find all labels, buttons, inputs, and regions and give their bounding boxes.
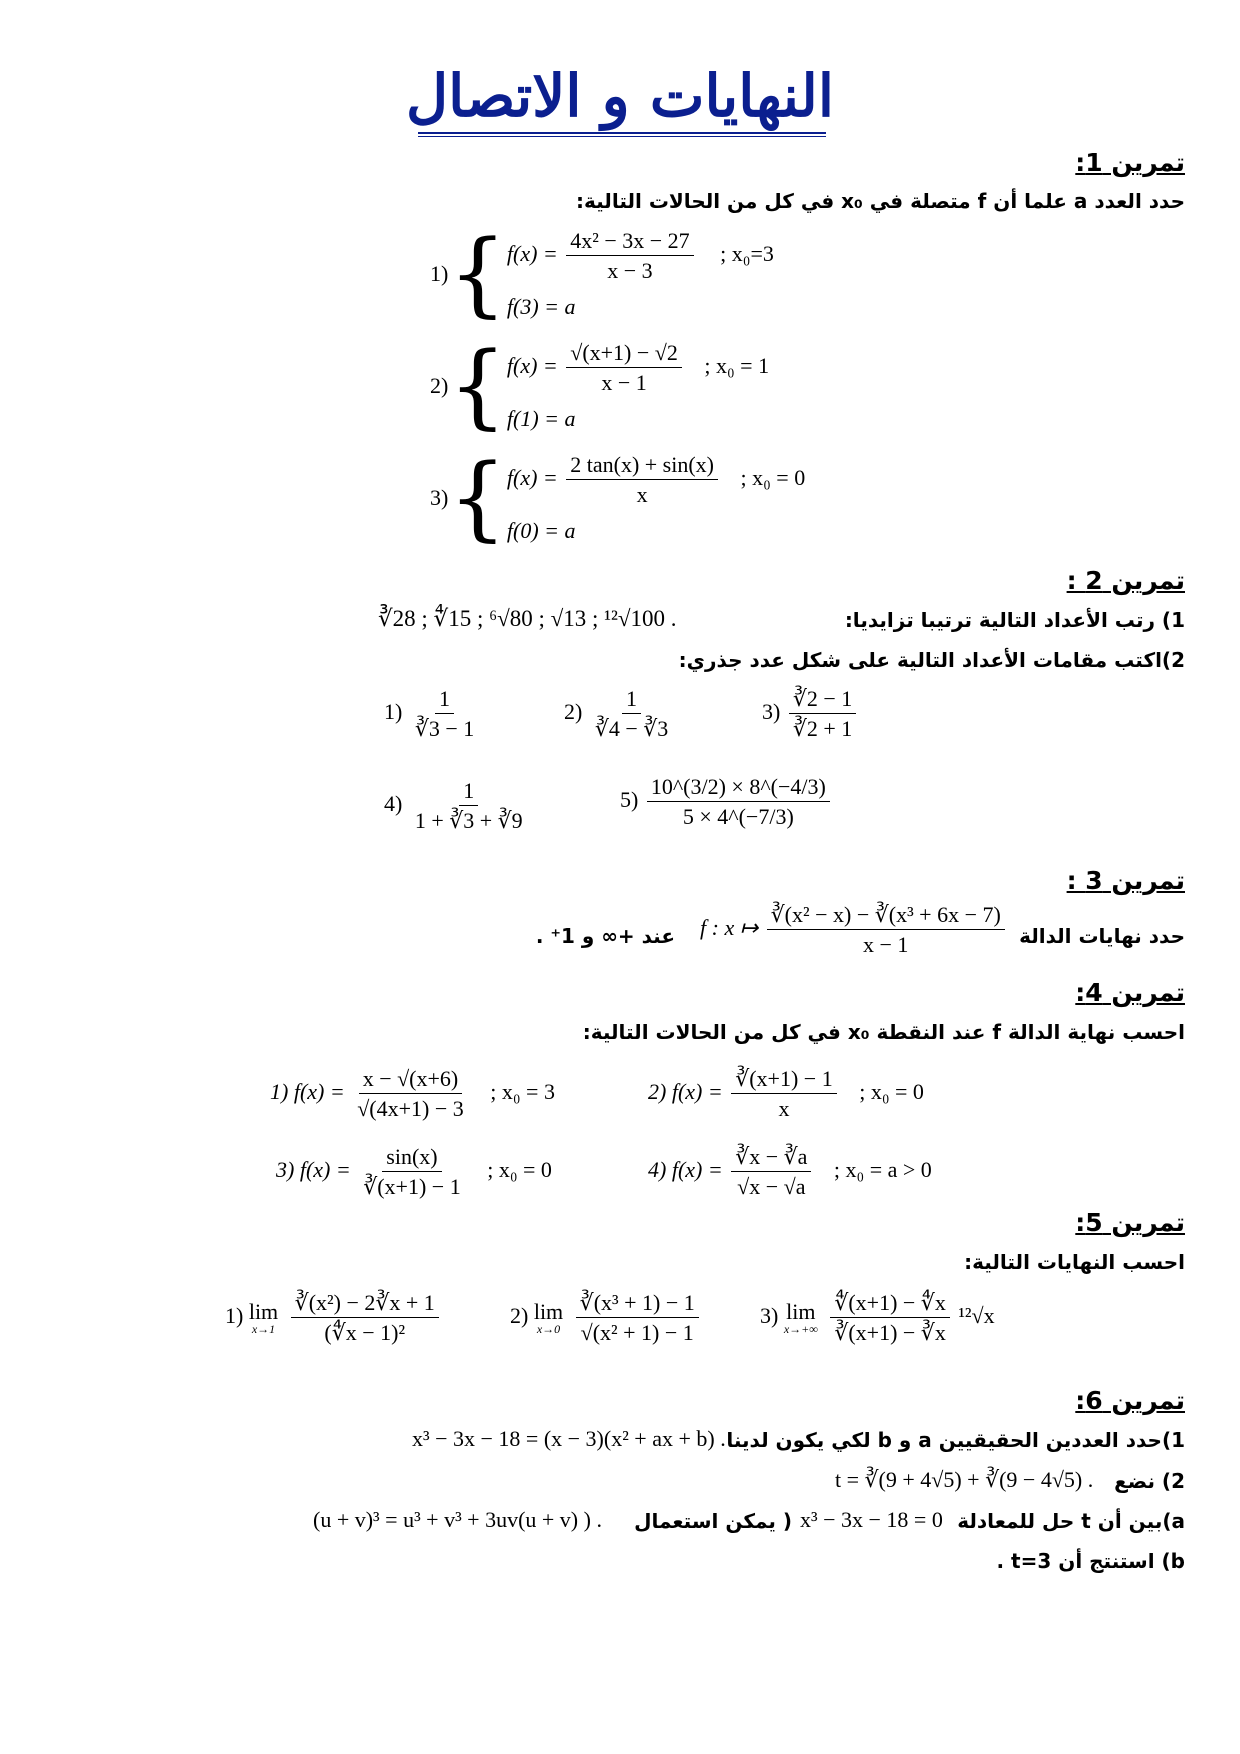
exercise-6-heading: تمرين 6: [1075,1386,1185,1415]
exercise-6-question-b: b) استنتج أن t=3 . [996,1549,1185,1573]
ex2-f4-den: 1 + ∛3 + ∛9 [414,808,523,834]
exercise-3-points: عند +∞ و 1⁺ . [535,924,675,948]
ex1-case-1-value: f(3) = a [506,294,576,319]
exercise-2-heading: تمرين 2 : [1066,566,1185,595]
exercise-6-question-1: 1)حدد العددين الحقيقيين a و b لكي يكون لدينا [726,1428,1185,1452]
ex4-case-3 [276,1144,552,1200]
page-title: النهايات و الاتصال [406,62,834,130]
exercise-1-heading: تمرين 1: [1075,148,1185,177]
exercise-6-identity: x³ − 3x − 18 = (x − 3)(x² + ax + b) . [412,1426,726,1451]
ex4-c-den: ∛(x+1) − 1 [363,1174,461,1200]
ex4-b-label: 2) f(x) = [648,1078,723,1104]
ex4-a-num: x − √(x+6) [359,1066,463,1094]
ex4-d-x0: ; x₀ = a > 0 [833,1156,932,1182]
ex4-b-num: ∛(x+1) − 1 [731,1066,837,1094]
ex5-l2-to: x→0 [536,1321,561,1336]
ex2-f3-label: 3) [762,698,781,724]
ex4-c-num: sin(x) [382,1144,441,1172]
ex1-case-2-x0: ; x₀ = 1 [704,352,770,378]
ex4-case-4 [648,1144,932,1200]
ex5-l3-to: x→+∞ [783,1321,818,1336]
ex5-l3-lim: lim [786,1298,816,1324]
exercise-2-radicals: ∛28 ; ∜15 ; ⁶√80 ; √13 ; ¹²√100 . [378,606,677,631]
ex4-b-den: x [778,1096,790,1122]
ex1-case-1-x0: ; x₀=3 [720,240,774,266]
ex5-l1-lim: lim [248,1298,279,1324]
exercise-6-t-definition: t = ∛(9 + 4√5) + ∛(9 − 4√5) . [835,1467,1094,1492]
ex1-case-2-label: 2) [430,373,449,398]
ex1-case-3-value: f(0) = a [506,518,576,543]
ex1-case-2-fx: f(x) = [506,352,558,378]
ex5-l2-label: 2) [510,1302,529,1328]
exercise-6-hint-formula: (u + v)³ = u³ + v³ + 3uv(u + v) ) . [313,1507,602,1532]
title-underline-thin [418,136,826,137]
ex4-a-label: 1) f(x) = [270,1078,345,1104]
ex5-limit-1 [225,1290,442,1346]
ex5-limit-2 [510,1290,702,1346]
exercise-3-text: حدد نهايات الدالة [1019,924,1185,948]
ex2-f2-num: 1 [622,686,641,714]
ex5-l3-label: 3) [760,1302,779,1328]
ex4-a-den: √(4x+1) − 3 [357,1096,464,1122]
ex4-d-den: √x − √a [737,1174,806,1200]
ex2-fraction-3 [762,686,859,742]
exercise-4-heading: تمرين 4: [1075,978,1185,1007]
ex2-f3-num: ∛2 − 1 [789,686,856,714]
left-brace: { [448,443,507,551]
ex4-d-label: 4) f(x) = [648,1156,723,1182]
ex1-case-3-x0: ; x₀ = 0 [740,464,806,490]
exercise-4-instruction: احسب نهاية الدالة f عند النقطة x₀ في كل من الحالات التالية: [582,1020,1185,1044]
exercise-5-instruction: احسب النهايات التالية: [964,1250,1185,1274]
exercise-3-function [700,902,1008,958]
ex5-l3-den: ∛(x+1) − ∛x [834,1320,946,1346]
ex2-fraction-1 [384,686,481,742]
ex1-case-1-fraction [566,228,693,284]
ex1-case-3-label: 3) [430,485,449,510]
ex1-case-2-value: f(1) = a [506,406,576,431]
exercise-5-heading: تمرين 5: [1075,1208,1185,1237]
ex2-f2-den: ∛4 − ∛3 [594,716,669,742]
exercise-6-hint: ( يمكن استعمال [634,1509,792,1533]
ex5-l1-label: 1) [225,1302,244,1328]
ex2-f1-label: 1) [384,698,403,724]
ex1-case-1-fx: f(x) = [506,240,558,266]
ex5-l3-num: ∜(x+1) − ∜x [830,1290,950,1318]
ex1-case-1-num: 4x² − 3x − 27 [566,228,693,256]
exercise-3-heading: تمرين 3 : [1066,866,1185,895]
ex1-case-3-den: x [636,482,648,508]
ex4-a-x0: ; x₀ = 3 [490,1078,555,1104]
ex1-case-3-fx: f(x) = [506,464,558,490]
ex1-case-1-label: 1) [430,261,449,286]
ex4-c-label: 3) f(x) = [276,1156,351,1182]
exercise-6-equation: x³ − 3x − 18 = 0 [800,1507,943,1532]
left-brace: { [448,331,507,439]
ex2-f2-label: 2) [564,698,583,724]
ex4-c-x0: ; x₀ = 0 [487,1156,552,1182]
ex5-limit-3 [760,1290,995,1346]
exercise-2-question-2: 2)اكتب مقامات الأعداد التالية على شكل عدد جذري: [678,648,1185,672]
ex5-l1-to: x→1 [251,1321,276,1336]
ex1-case-1-den: x − 3 [607,258,653,284]
exercise-2-question-1: 1) رتب الأعداد التالية ترتيبا تزايديا: [844,608,1185,632]
ex2-f5-label: 5) [620,786,639,812]
title-underline [418,132,826,134]
ex2-f5-num: 10^(3/2) × 8^(−4/3) [647,774,830,802]
ex4-case-2 [648,1066,924,1122]
ex1-case-2-num: √(x+1) − √2 [566,340,682,368]
ex5-l2-lim: lim [533,1298,564,1324]
ex3-map: f : x ↦ [700,914,759,940]
exercise-6-question-2: 2) نضع [1114,1469,1185,1493]
exercise-1-instruction: حدد العدد a علما أن f متصلة في x₀ في كل من الحالات التالية: [576,189,1185,213]
ex2-fraction-2 [564,686,675,742]
ex4-d-num: ∛x − ∛a [731,1144,811,1172]
ex2-fraction-5 [620,774,833,830]
ex5-l1-num: ∛(x²) − 2∛x + 1 [291,1290,439,1318]
ex4-b-x0: ; x₀ = 0 [859,1078,924,1104]
ex2-f4-num: 1 [459,778,478,806]
ex5-l3-tail: ¹²√x [958,1302,995,1328]
exercise-6-question-a: a)بين أن t حل للمعادلة [957,1509,1185,1533]
left-brace: { [448,219,507,327]
ex3-num: ∛(x² − x) − ∛(x³ + 6x − 7) [767,902,1005,930]
ex3-den: x − 1 [863,932,909,958]
ex5-l2-den: √(x² + 1) − 1 [580,1320,694,1346]
ex1-case-2 [430,331,770,439]
ex5-l1-den: (∜x − 1)² [324,1320,406,1346]
ex1-case-3 [430,443,806,551]
ex4-case-1 [270,1066,555,1122]
ex2-f4-label: 4) [384,790,403,816]
ex1-case-3-fraction [566,452,718,508]
ex2-f1-den: ∛3 − 1 [414,716,475,742]
ex1-case-2-fraction [566,340,682,396]
ex1-case-1 [430,219,774,327]
ex2-f3-den: ∛2 + 1 [792,716,853,742]
ex1-case-2-den: x − 1 [601,370,647,396]
ex5-l2-num: ∛(x³ + 1) − 1 [576,1290,699,1318]
ex2-f1-num: 1 [435,686,454,714]
ex2-fraction-4 [384,778,530,834]
ex2-f5-den: 5 × 4^(−7/3) [682,804,794,830]
ex1-case-3-num: 2 tan(x) + sin(x) [566,452,718,480]
